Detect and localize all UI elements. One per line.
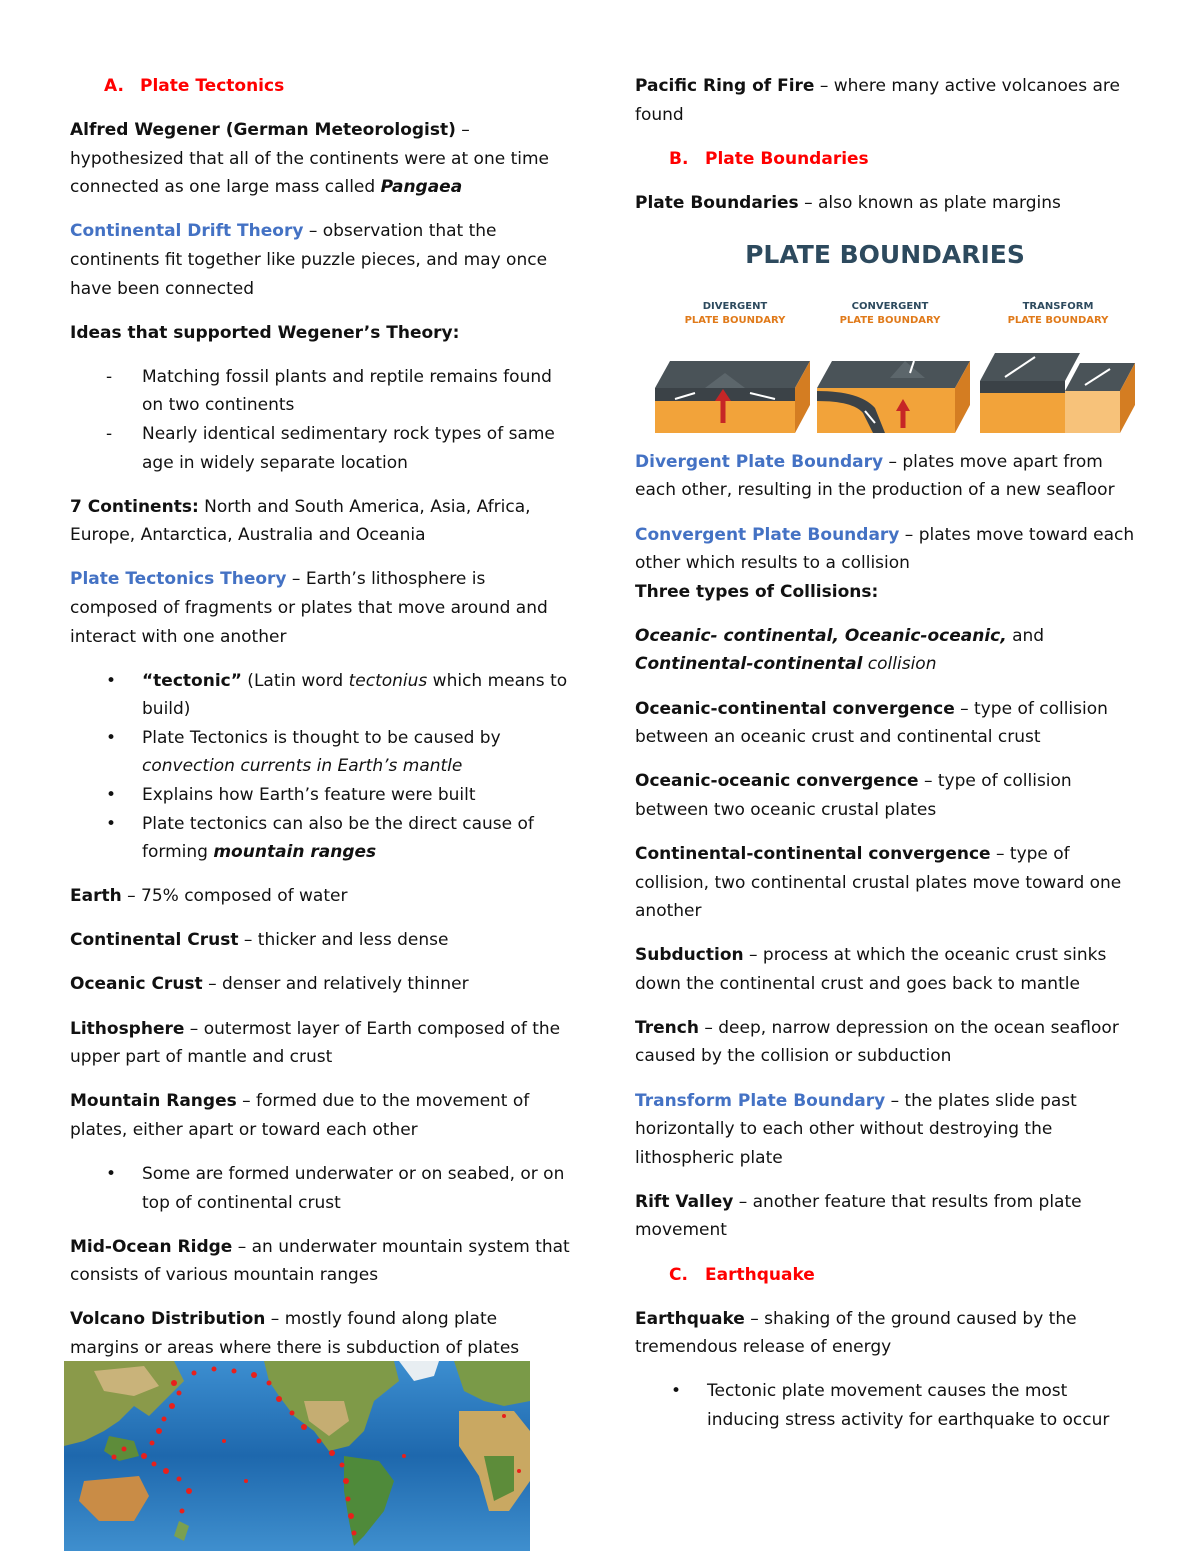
rift-paragraph — [635, 1188, 1135, 1245]
definition: – deep, narrow depression on the ocean seafloor caused by the collision or subduction — [635, 1017, 1119, 1067]
definition: North and South America, Asia, Africa, Europe, Antarctica, Australia and Oceania — [70, 496, 531, 546]
term: Continental-continental convergence — [635, 843, 991, 864]
definition: – plates move apart from each other, resulting in the production of a new seafloor — [635, 451, 1115, 501]
term: Plate Boundaries — [635, 192, 799, 213]
definition: – outermost layer of Earth composed of the upper part of mantle and crust — [70, 1018, 561, 1068]
term: Oceanic Crust — [70, 974, 203, 995]
definition: – denser and relatively thinner — [202, 974, 469, 995]
section-c-heading — [635, 1261, 1135, 1290]
definition: – 75% composed of water — [121, 886, 348, 907]
section-a-heading — [70, 72, 570, 101]
list-item — [635, 1377, 1135, 1434]
bullet-marker: • — [106, 784, 117, 805]
convergent-label-2: PLATE BOUNDARY — [839, 314, 941, 326]
earth-paragraph — [70, 882, 570, 911]
dash-marker: - — [106, 423, 113, 444]
definition: – type of collision between two oceanic crustal plates — [635, 771, 1072, 820]
term: Rift Valley — [635, 1191, 734, 1212]
text: Some are formed underwater or on seabed, or on top of continental crust — [142, 1163, 565, 1213]
bold-italic-text: Oceanic- continental, Oceanic-oceanic, — [635, 625, 1007, 646]
world-map-svg — [64, 1361, 530, 1551]
text: and — [1006, 625, 1045, 646]
wegener-paragraph — [70, 116, 570, 202]
bullet-marker: • — [106, 813, 117, 834]
eq-paragraph — [635, 1305, 1135, 1362]
italic-text: convection currents in Earth’s mantle — [142, 756, 463, 777]
list-item — [70, 781, 570, 810]
term: Continental Drift Theory — [70, 221, 304, 242]
term: Earthquake — [635, 1308, 745, 1329]
definition: – another feature that results from plate movement — [635, 1191, 1082, 1241]
definition: – type of collision between an oceanic crust and continental crust — [635, 698, 1108, 748]
tpb-paragraph — [635, 1087, 1135, 1173]
text: Plate tectonics can also be the direct cause of forming — [142, 813, 534, 863]
definition: – mostly found along plate margins or areas where there is subduction of plates — [70, 1309, 520, 1358]
divergent-label-2: PLATE BOUNDARY — [684, 314, 786, 326]
section-b-heading — [635, 145, 1135, 174]
prf-paragraph — [635, 72, 1135, 129]
transform-label-2: PLATE BOUNDARY — [1007, 314, 1109, 326]
div-paragraph — [635, 448, 1135, 505]
definition: – observation that the continents fit together like puzzle pieces, and may once have been connected — [70, 221, 548, 299]
ptt-bullets — [70, 667, 570, 867]
three-types-heading — [635, 578, 1135, 607]
section-letter: B. — [669, 148, 689, 169]
divergent-label-1: DIVERGENT — [702, 300, 768, 312]
ooc-paragraph — [635, 767, 1135, 824]
litho-paragraph — [70, 1015, 570, 1072]
bullet-marker: • — [106, 727, 117, 748]
list-item — [70, 1160, 570, 1217]
definition: – process at which the oceanic crust sinks down the continental crust and goes back to mantle — [635, 945, 1107, 994]
term: Plate Tectonics Theory — [70, 569, 287, 590]
term: Trench — [635, 1017, 699, 1038]
oc-paragraph — [70, 970, 570, 999]
right-column — [635, 72, 1135, 1450]
term: Continental Crust — [70, 930, 239, 951]
item-text: Matching fossil plants and reptile remains found on two continents — [142, 366, 552, 416]
term: Earth — [70, 886, 122, 907]
term: Convergent Plate Boundary — [635, 524, 900, 545]
list-item — [70, 724, 570, 781]
plate-boundaries-figure — [635, 233, 1135, 433]
cc-paragraph — [70, 926, 570, 955]
term: Transform Plate Boundary — [635, 1090, 886, 1111]
section-letter: C. — [669, 1264, 688, 1285]
term: Oceanic-oceanic convergence — [635, 771, 919, 792]
text: (Latin word — [241, 670, 349, 691]
definition: – the plates slide past horizontally to each other without destroying the lithospheric plate — [635, 1090, 1077, 1168]
heading-text: Ideas that supported Wegener’s Theory: — [70, 322, 460, 343]
ccc-paragraph — [635, 840, 1135, 926]
pangaea-term: Pangaea — [380, 177, 463, 198]
definition: – shaking of the ground caused by the tremendous release of energy — [635, 1308, 1077, 1358]
convergent-label-1: CONVERGENT — [851, 300, 929, 312]
definition: – hypothesized that all of the continents were at one time connected as one large mass called — [70, 120, 549, 198]
dash-marker: - — [106, 366, 113, 387]
list-item — [70, 363, 570, 420]
bold-text: “tectonic” — [142, 670, 242, 691]
left-column — [70, 72, 570, 1362]
ideas-heading — [70, 319, 570, 348]
mr-bullets — [70, 1160, 570, 1217]
ideas-list — [70, 363, 570, 477]
bullet-marker: • — [106, 670, 117, 691]
transform-block — [980, 353, 1135, 433]
term: Subduction — [635, 945, 744, 966]
occ-paragraph — [635, 695, 1135, 752]
pb-paragraph — [635, 189, 1135, 218]
term: Alfred Wegener (German Meteorologist) — [70, 120, 456, 141]
section-letter: A. — [104, 76, 124, 96]
term: Mountain Ranges — [70, 1091, 237, 1112]
cdt-paragraph — [70, 217, 570, 303]
types-paragraph — [635, 622, 1135, 679]
section-title: Earthquake — [705, 1264, 815, 1285]
trench-paragraph — [635, 1014, 1135, 1071]
list-item — [70, 810, 570, 867]
term: Pacific Ring of Fire — [635, 76, 815, 96]
conv-paragraph — [635, 521, 1135, 578]
term: 7 Continents: — [70, 496, 199, 517]
term: Volcano Distribution — [70, 1309, 266, 1330]
volcano-map-image — [64, 1361, 530, 1551]
ptt-paragraph — [70, 565, 570, 651]
term: Mid-Ocean Ridge — [70, 1236, 233, 1257]
definition: – thicker and less dense — [238, 930, 449, 951]
term: Oceanic-continental convergence — [635, 698, 955, 719]
definition: – Earth’s lithosphere is composed of fragments or plates that move around and interact with one another — [70, 569, 548, 647]
divergent-block — [655, 361, 810, 433]
bold-italic-text: mountain ranges — [213, 842, 377, 863]
list-item — [70, 667, 570, 724]
text: which means to build) — [142, 670, 568, 720]
continents-paragraph — [70, 493, 570, 550]
definition: – plates move toward each other which results to a collision — [635, 524, 1135, 574]
bullet-marker: • — [671, 1381, 682, 1402]
definition: – where many active volcanoes are found — [635, 76, 1120, 125]
definition: – an underwater mountain system that consists of various mountain ranges — [70, 1236, 570, 1286]
heading-text: Three types of Collisions: — [635, 581, 879, 602]
term: Lithosphere — [70, 1018, 185, 1039]
item-text: Nearly identical sedimentary rock types of same age in widely separate location — [142, 423, 555, 473]
bullet-marker: • — [106, 1163, 117, 1184]
eq-bullets — [635, 1377, 1135, 1434]
convergent-block — [817, 361, 970, 433]
plate-boundaries-svg — [635, 233, 1135, 433]
mr-paragraph — [70, 1087, 570, 1144]
term: Divergent Plate Boundary — [635, 451, 884, 472]
text: Plate Tectonics is thought to be caused by — [142, 727, 501, 748]
bold-italic-text: Continental-continental — [635, 654, 863, 675]
text: Explains how Earth’s feature were built — [142, 784, 476, 805]
definition: – also known as plate margins — [798, 192, 1061, 213]
mor-paragraph — [70, 1233, 570, 1290]
italic-text: collision — [862, 654, 937, 675]
definition: – type of collision, two continental crustal plates move toward one another — [635, 843, 1122, 922]
list-item — [70, 420, 570, 477]
italic-text: tectonius — [348, 670, 428, 691]
section-title: Plate Boundaries — [705, 148, 869, 169]
sub-paragraph — [635, 941, 1135, 998]
text: Tectonic plate movement causes the most inducing stress activity for earthquake to occur — [707, 1381, 1110, 1430]
section-title: Plate Tectonics — [140, 76, 285, 96]
definition: – formed due to the movement of plates, either apart or toward each other — [70, 1091, 530, 1140]
transform-label-1: TRANSFORM — [1022, 300, 1094, 312]
vd-paragraph — [70, 1305, 570, 1362]
figure-title: PLATE BOUNDARIES — [745, 239, 1025, 269]
